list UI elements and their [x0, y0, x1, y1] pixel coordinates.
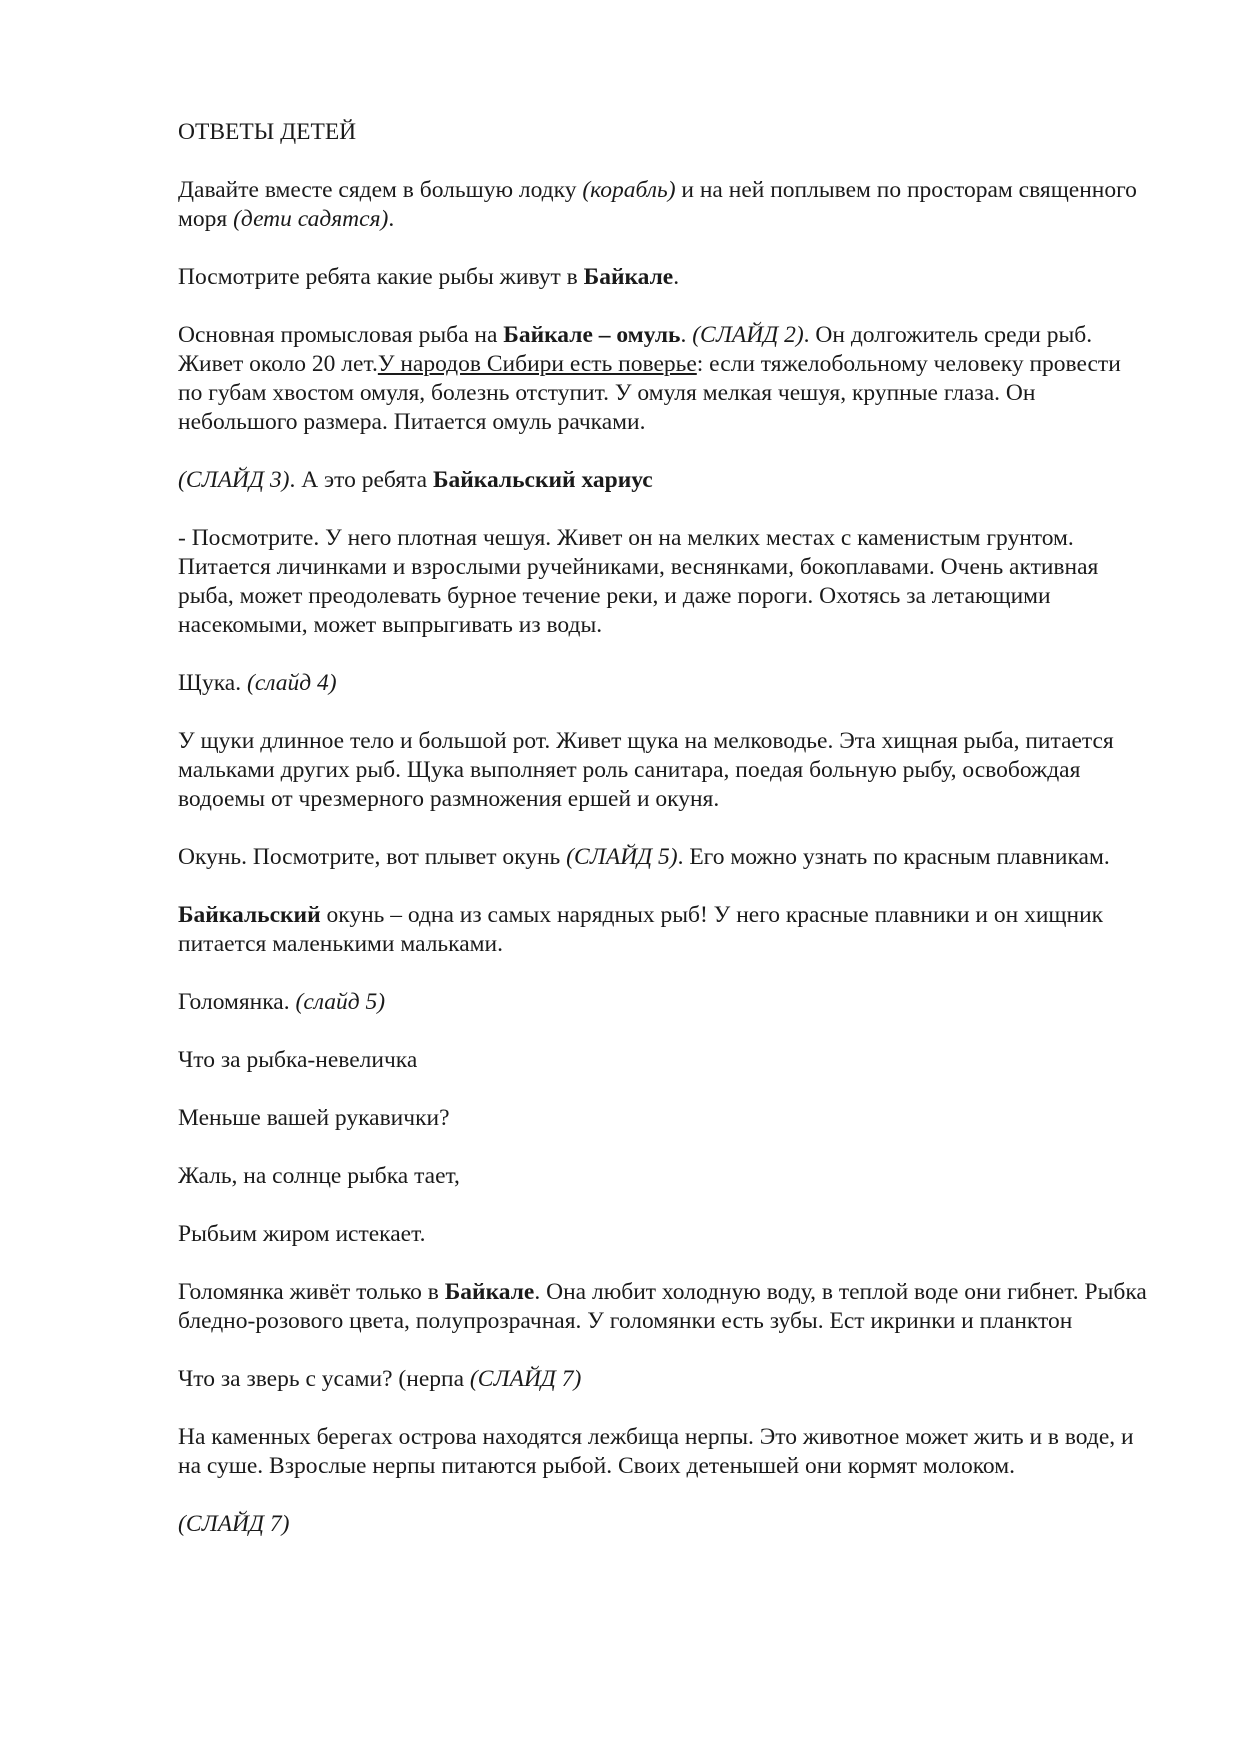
paragraph-perch-title: Окунь. Посмотрите, вот плывет окунь (СЛАЙД 5). Его можно узнать по красным плавникам.	[178, 844, 1110, 870]
paragraph-omul: Основная промысловая рыба на Байкале – омуль. (СЛАЙД 2). Он долгожитель среди рыб. Живет около 20 лет.У народов Сибири есть поверье: если тяжелобольному человеку провести по губам хвостом омуля, болезнь отступит. У омуля мелкая чешуя, крупные глаза. Он небольшого размера. Питается омуль рачками.	[178, 322, 1121, 435]
paragraph-pike-title: Щука. (слайд 4)	[178, 670, 337, 696]
poem-line: Меньше вашей рукавички?	[178, 1105, 450, 1131]
poem-line: Рыбьим жиром истекает.	[178, 1221, 426, 1247]
heading: ОТВЕТЫ ДЕТЕЙ	[178, 119, 357, 145]
poem-line: Жаль, на солнце рыбка тает,	[178, 1163, 460, 1189]
paragraph-fish-intro: Посмотрите ребята какие рыбы живут в Байкале.	[178, 264, 680, 290]
paragraph-seal: На каменных берегах острова находятся лежбища нерпы. Это животное может жить и в воде, и на суше. Взрослые нерпы питаются рыбой. Своих детенышей они кормят молоком.	[178, 1424, 1134, 1479]
paragraph-grayling-title: (СЛАЙД 3). А это ребята Байкальский хариус	[178, 467, 653, 493]
paragraph-pike: У щуки длинное тело и большой рот. Живет щука на мелководье. Эта хищная рыба, питается мальками других рыб. Щука выполняет роль санитара, поедая больную рыбу, освобождая водоемы от чрезмерного размножения ершей и окуня.	[178, 728, 1114, 812]
paragraph-perch: Байкальский окунь – одна из самых нарядных рыб! У него красные плавники и он хищник питается маленькими мальками.	[178, 902, 1104, 957]
paragraph-golomyanka-title: Голомянка. (слайд 5)	[178, 989, 386, 1015]
paragraph-grayling: - Посмотрите. У него плотная чешуя. Живет он на мелких местах с каменистым грунтом. Питается личинками и взрослыми ручейниками, веснянками, бокоплавами. Очень активная рыба, может преодолевать бурное течение реки, и даже пороги. Охотясь за летающими насекомыми, может выпрыгивать из воды.	[178, 525, 1099, 638]
paragraph-seal-question: Что за зверь с усами? (нерпа (СЛАЙД 7)	[178, 1366, 582, 1392]
paragraph-golomyanka: Голомянка живёт только в Байкале. Она любит холодную воду, в теплой воде они гибнет. Рыбка бледно-розового цвета, полупрозрачная. У голомянки есть зубы. Ест икринки и планктон	[178, 1279, 1147, 1334]
poem-line: Что за рыбка-невеличка	[178, 1047, 418, 1073]
paragraph-slide-7: (СЛАЙД 7)	[178, 1511, 290, 1537]
paragraph-boat: Давайте вместе сядем в большую лодку (корабль) и на ней поплывем по просторам священного моря (дети садятся).	[178, 177, 1137, 232]
